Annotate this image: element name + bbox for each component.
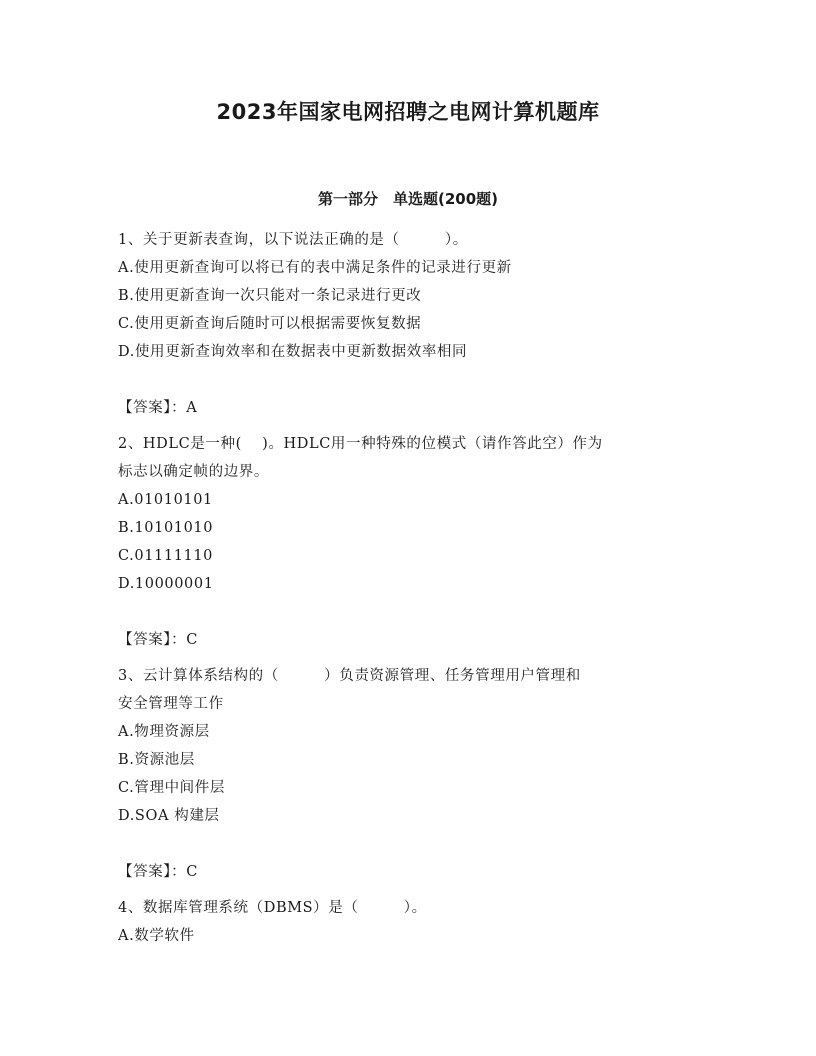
option-b: B.使用更新查询一次只能对一条记录进行更改 — [118, 288, 422, 304]
spacer — [118, 598, 698, 626]
option-b: B.资源池层 — [118, 752, 195, 768]
question-stem: 3、云计算体系结构的（ ）负责资源管理、任务管理用户管理和 — [118, 668, 581, 684]
question-1 — [118, 226, 698, 430]
answer-label: 【答案】：A — [118, 400, 198, 416]
spacer — [118, 422, 698, 430]
option-a: A.01010101 — [118, 492, 213, 508]
option-a: A.数学软件 — [118, 928, 195, 944]
option-d: D.使用更新查询效率和在数据表中更新数据效率相同 — [118, 344, 468, 360]
question-stem: 1、关于更新表查询，以下说法正确的是（ ）。 — [118, 232, 468, 248]
option-d: D.10000001 — [118, 576, 214, 592]
option-c: C.管理中间件层 — [118, 780, 225, 796]
spacer — [118, 830, 698, 858]
question-stem: 2、HDLC是一种( )。HDLC用一种特殊的位模式（请作答此空）作为 — [118, 436, 603, 452]
question-stem-continued: 安全管理等工作 — [118, 696, 224, 712]
document-title: 2023年国家电网招聘之电网计算机题库 — [216, 100, 600, 124]
option-c: C.01111110 — [118, 548, 213, 564]
spacer — [118, 886, 698, 894]
section-heading: 第一部分 单选题(200题) — [317, 190, 499, 208]
question-2 — [118, 430, 698, 662]
option-c: C.使用更新查询后随时可以根据需要恢复数据 — [118, 316, 422, 332]
question-3 — [118, 662, 698, 894]
question-stem: 4、数据库管理系统（DBMS）是（ ）。 — [118, 900, 427, 916]
answer-label: 【答案】：C — [118, 632, 198, 648]
option-b: B.10101010 — [118, 520, 214, 536]
answer-label: 【答案】：C — [118, 864, 198, 880]
spacer — [118, 654, 698, 662]
option-d: D.SOA 构建层 — [118, 808, 220, 824]
spacer — [118, 366, 698, 394]
option-a: A.使用更新查询可以将已有的表中满足条件的记录进行更新 — [118, 260, 512, 276]
question-list — [118, 226, 698, 950]
question-4 — [118, 894, 698, 950]
question-stem-continued: 标志以确定帧的边界。 — [118, 464, 269, 480]
option-a: A.物理资源层 — [118, 724, 210, 740]
